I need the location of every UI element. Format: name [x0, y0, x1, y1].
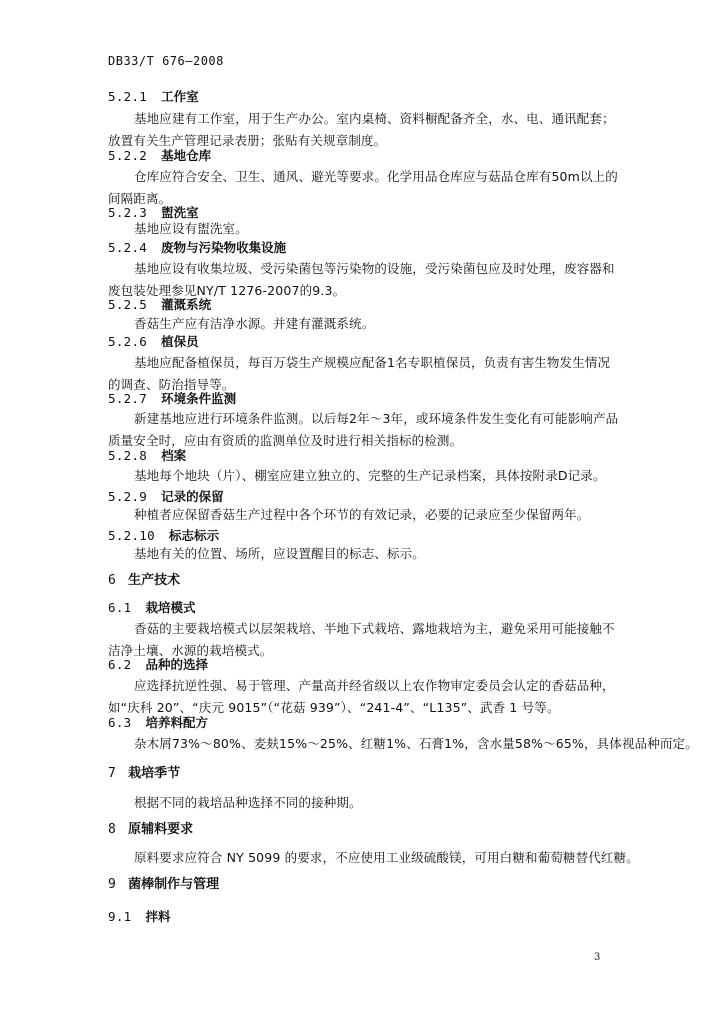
paragraph-cultivation-season — [108, 792, 620, 814]
section-title: 盥洗室 — [161, 205, 199, 220]
section-number: 9.1 — [108, 909, 132, 924]
paragraph-signage — [108, 543, 620, 565]
section-heading-5-2-7 — [108, 388, 620, 410]
section-heading-6-3 — [108, 712, 620, 734]
section-number: 6.1 — [108, 600, 132, 615]
section-title: 标志标示 — [168, 528, 219, 543]
paragraph-line: 基地应设有盥洗室。 — [134, 221, 248, 236]
paragraph-line: 的调查、防治指导等。 — [108, 377, 235, 392]
section-number: 6.2 — [108, 657, 132, 672]
chapter-number: 9 — [108, 877, 117, 892]
section-title: 基地仓库 — [161, 148, 212, 163]
chapter-number: 7 — [108, 766, 117, 781]
paragraph-line: 放置有关生产管理记录表册；张贴有关规章制度。 — [108, 133, 387, 148]
section-title: 档案 — [161, 448, 187, 463]
section-title: 工作室 — [161, 89, 199, 104]
chapter-number: 8 — [108, 822, 117, 837]
section-number: 5.2.4 — [108, 240, 148, 255]
paragraph-raw-materials — [108, 847, 639, 869]
section-title: 培养料配方 — [145, 715, 208, 730]
paragraph-line: 应选择抗逆性强、易于管理、产量高并经省级以上农作物审定委员会认定的香菇品种， — [134, 678, 615, 693]
paragraph-record-retention — [108, 504, 620, 526]
paragraph-line: 原料要求应符合 NY 5099 的要求，不应使用工业级硫酸镁，可用白糖和葡萄糖替代红糖。 — [134, 850, 639, 865]
section-title: 栽培模式 — [145, 600, 196, 615]
section-number: 5.2.3 — [108, 205, 148, 220]
document-code: DB33/T 676—2008 — [108, 54, 224, 68]
chapter-heading-7 — [108, 763, 620, 785]
paragraph-line: 杂木屑73%～80%、麦麸15%～25%、红糖1%、石膏1%，含水量58%～65%，具体视品种而定。 — [134, 736, 698, 751]
section-number: 5.2.7 — [108, 391, 148, 406]
paragraph-line: 如“庆科 20”、“庆元 9015”（“花菇 939”）、“241-4”、“L135”、武香 1 号等。 — [108, 700, 560, 715]
section-title: 灌溉系统 — [161, 297, 212, 312]
paragraph-line: 洁净土壤、水源的栽培模式。 — [108, 643, 273, 658]
chapter-heading-8 — [108, 819, 620, 841]
section-number: 5.2.5 — [108, 297, 148, 312]
section-title: 环境条件监测 — [161, 391, 237, 406]
section-title: 植保员 — [161, 334, 199, 349]
chapter-title: 生产技术 — [128, 573, 181, 588]
section-title: 品种的选择 — [145, 657, 208, 672]
paragraph-line: 基地应配备植保员，每百万袋生产规模应配备1名专职植保员，负责有害生物发生情况 — [134, 355, 611, 370]
section-number: 5.2.9 — [108, 489, 148, 504]
paragraph-line: 新建基地应进行环境条件监测。以后每2年～3年，或环境条件发生变化有可能影响产品 — [134, 411, 619, 426]
paragraph-line: 质量安全时，应由有资质的监测单位及时进行相关指标的检测。 — [108, 433, 463, 448]
paragraph-line: 基地应建有工作室，用于生产办公。室内桌椅、资料橱配备齐全，水、电、通讯配套； — [134, 111, 615, 126]
section-title: 拌料 — [145, 909, 171, 924]
paragraph-line: 香菇生产应有洁净水源。并建有灌溉系统。 — [134, 316, 375, 331]
section-number: 5.2.10 — [108, 528, 155, 543]
paragraph-archives — [108, 465, 620, 487]
section-heading-5-2-1 — [108, 86, 620, 108]
section-heading-5-2-6 — [108, 331, 620, 353]
section-heading-5-2-4 — [108, 237, 620, 259]
chapter-number: 6 — [108, 573, 117, 588]
paragraph-line: 种植者应保留香菇生产过程中各个环节的有效记录，必要的记录应至少保留两年。 — [134, 507, 590, 522]
paragraph-line: 基地每个地块（片）、棚室应建立独立的、完整的生产记录档案，具体按附录D记录。 — [134, 468, 606, 483]
section-number: 5.2.1 — [108, 89, 148, 104]
paragraph-line: 基地应设有收集垃圾、受污染菌包等污染物的设施，受污染菌包应及时处理，废容器和 — [134, 261, 615, 276]
section-heading-5-2-8 — [108, 445, 620, 467]
paragraph-line: 根据不同的栽培品种选择不同的接种期。 — [134, 795, 362, 810]
paragraph-line: 间隔距离。 — [108, 191, 172, 206]
paragraph-line: 仓库应符合安全、卫生、通风、避光等要求。化学用品仓库应与菇品仓库有50m以上的 — [134, 169, 618, 184]
section-heading-6-1 — [108, 597, 620, 619]
section-title: 记录的保留 — [161, 489, 224, 504]
chapter-heading-6 — [108, 570, 620, 592]
section-heading-5-2-2 — [108, 145, 620, 167]
section-number: 6.3 — [108, 715, 132, 730]
paragraph-line: 基地有关的位置、场所，应设置醒目的标志、标示。 — [134, 546, 425, 561]
section-heading-6-2 — [108, 654, 620, 676]
paragraph-line: 废包装处理参见NY/T 1276-2007的9.3。 — [108, 283, 346, 298]
chapter-title: 原辅料要求 — [128, 822, 194, 837]
section-title: 废物与污染物收集设施 — [161, 240, 287, 255]
page-number: 3 — [594, 952, 601, 963]
section-heading-9-1 — [108, 906, 620, 928]
paragraph-substrate-formula — [108, 733, 698, 755]
paragraph-line: 香菇的主要栽培模式以层架栽培、半地下式栽培、露地栽培为主，避免采用可能接触不 — [134, 621, 615, 636]
chapter-title: 菌棒制作与管理 — [128, 877, 220, 892]
section-number: 5.2.6 — [108, 334, 148, 349]
section-number: 5.2.2 — [108, 148, 148, 163]
section-number: 5.2.8 — [108, 448, 148, 463]
chapter-title: 栽培季节 — [128, 766, 181, 781]
chapter-heading-9 — [108, 874, 620, 896]
